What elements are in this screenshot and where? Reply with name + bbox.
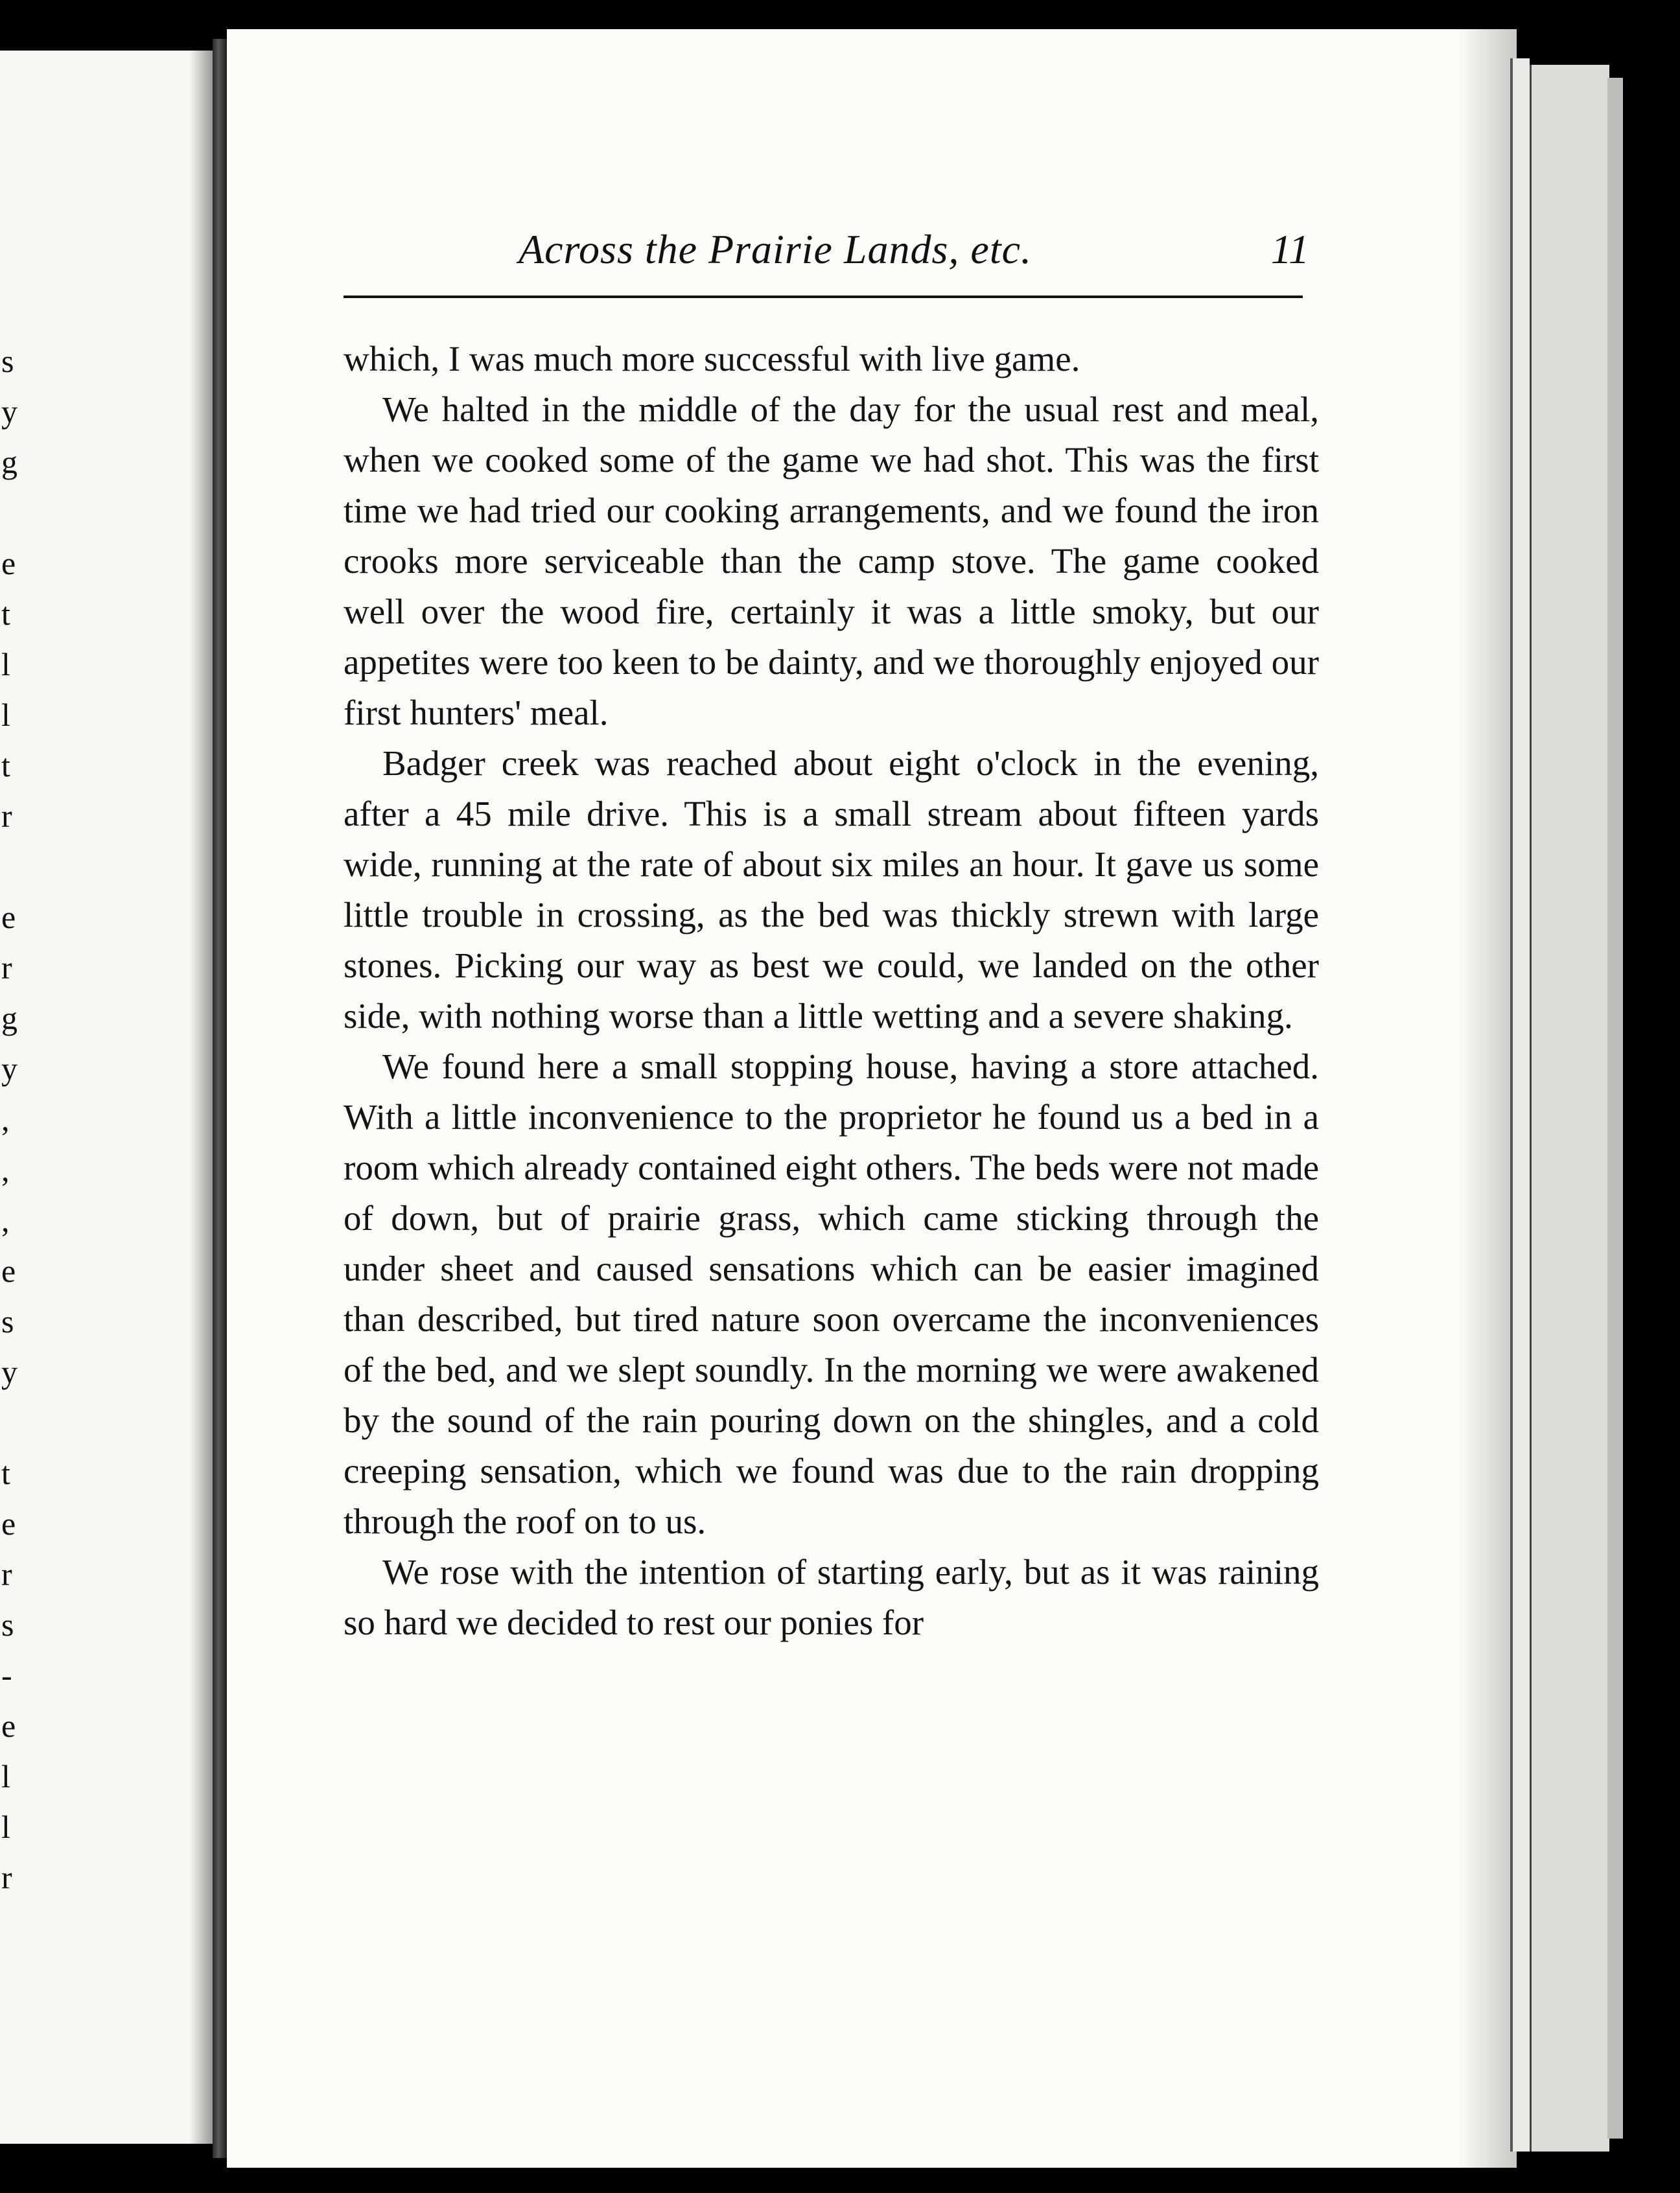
header-rule bbox=[344, 296, 1303, 298]
previous-page-text-fragments: s y g e t l l t r e r g y , , , e s y t e r s - e l l r bbox=[1, 343, 18, 1896]
paragraph: We found here a small stopping house, having a store attached. With a little inconvenience to the proprietor he found us a bed in a room which already contained eight others. The beds were not made of down, but of prairie grass, which came sticking through the under sheet and caused sensations which can be easier imagined than described, but tired nature soon overcame the inconveniences of the bed, and we slept soundly. In the morning we were awakened by the sound of the rain pouring down on the shingles, and a cold creeping sensation, which we found was due to the rain dropping through the roof on to us. bbox=[344, 1047, 1319, 1541]
paragraph: Badger creek was reached about eight o'clock in the evening, after a 45 mile drive. This is a small stream about fifteen yards wide, running at the rate of about six miles an hour. It gave us some little trouble in crossing, as the bed was thickly strewn with large stones. Picking our way as best we could, we landed on the other side, with nothing worse than a little wetting and a severe shaking. bbox=[344, 743, 1319, 1036]
paragraph: We rose with the intention of starting early, but as it was raining so hard we decided to rest our ponies for bbox=[344, 1552, 1319, 1642]
paragraph: which, I was much more successful with live game. bbox=[344, 339, 1080, 378]
page-stack-edge bbox=[1530, 65, 1609, 2152]
paragraph: We halted in the middle of the day for the usual rest and meal, when we cooked some of the game we had shot. This was the first time we had tried our cooking arrangements, and we found the iron crooks more serviceable than the camp stove. The game cooked well over the wood fire, certainly it was a little smoky, but our appetites were too keen to be dainty, and we thoroughly enjoyed our first hunters' meal. bbox=[344, 389, 1319, 732]
page-stack-edge bbox=[1607, 78, 1623, 2139]
previous-page-edge bbox=[0, 51, 213, 2144]
book-spine bbox=[213, 39, 227, 2158]
running-header bbox=[519, 226, 1309, 284]
body-text bbox=[344, 334, 1319, 1648]
running-title: Across the Prairie Lands, etc. bbox=[519, 226, 1032, 272]
page-edge-shadow bbox=[1458, 29, 1517, 2168]
page-number: 11 bbox=[1270, 226, 1309, 272]
gutter-shadow bbox=[189, 51, 213, 2144]
page-stack-edge bbox=[1510, 58, 1530, 2152]
